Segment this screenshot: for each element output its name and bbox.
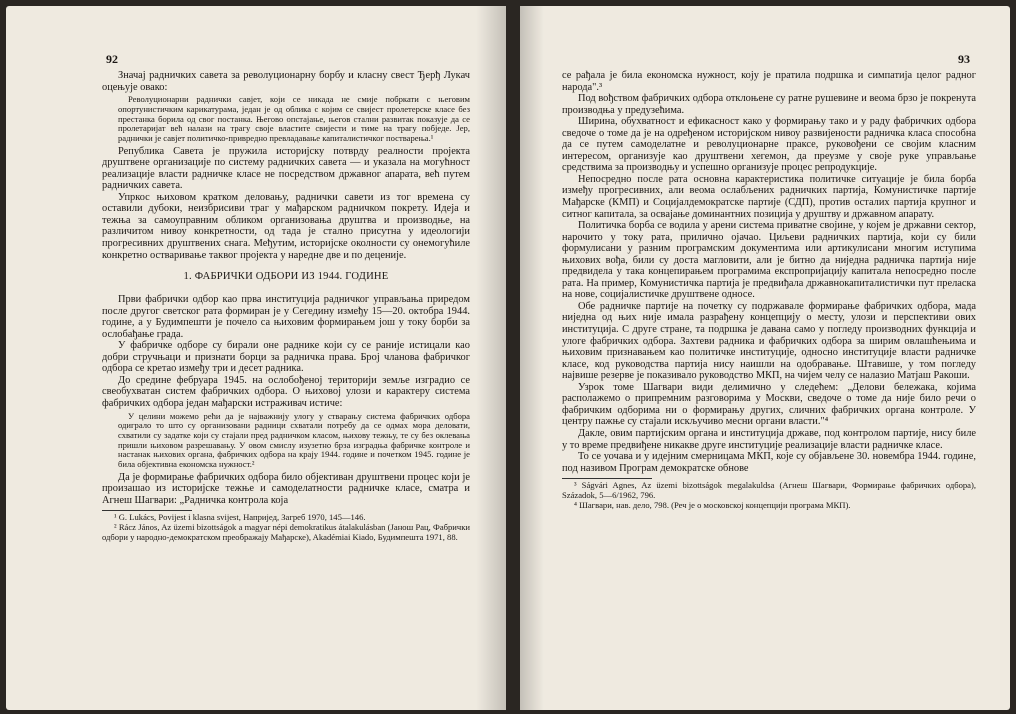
- page-number: 93: [958, 52, 970, 66]
- paragraph: Обе радничке партије на почетку су подржавале формирање фабричких одбора, мада ниједна од њих није имала разрађену концепцију о месту, улози и перспективи ових институција. С друге стране, та подршка је давана само у погледу производних функција и улоге фабричких одбора. Захтеви радника и фабричких одбора за ширим овлашћењима и њиховим признавањем као политичке институције, односно институције власти радничке класе, код руководства партија нису наишли на одобравање. Штавише, у том погледу највише резерве је показивало руководство МКП, на чијем челу се налазио Матјаш Ракоши.: [562, 300, 976, 382]
- paragraph: Први фабрички одбор као прва институција радничког управљања приредом после другог светског рата формиран је у Сегедину између 15—20. октобра 1944. године, а у Будимпешти је почело са њиховим формирањем још у току борби за ослобађање града.: [102, 294, 470, 340]
- block-quote: У целини можемо рећи да је најважнију улогу у стварању система фабричких одбора одиграло то што су организовани радници схватали потребу да се одмах мора деловати, схватили су задатке који су стајали пред радничком класом, њихову тежњу, те су без оклевања пришли њиховом разрешавању. У овом смислу изузетно брза изградња фабричке контроле и настанак њихових органа, фабричких одбора на крају 1944. године и почетком 1945. године је била објективна економска нужност.²: [118, 410, 470, 470]
- paragraph: Под вођством фабричких одбора отклоњене су ратне рушевине и веома брзо је покренута производња у предузећима.: [562, 93, 976, 116]
- paragraph: Узрок томе Шагвари види делимично у следећем: „Делови бележака, којима располажемо о припремним разговорима у Москви, сведоче о томе да није било речи о фабричким одборима ни о формирању других, сличних фабричких органа контроле. У центру пажње су стајали искључиво месни органи власти."⁴: [562, 381, 976, 428]
- paragraph: се рађала је била економска нужност, коју је пратила подршка и симпатија целог радног народа".³: [562, 70, 976, 93]
- footnote: ² Rácz János, Az üzemi bizottságok a magyar népi demokratikus átalakulásban (Јанош Рац, Фабрички одбори у народно-демократском преображају Мађарске), Akadémiai Kiado, Будимпешта 1971, 88.: [102, 522, 470, 543]
- gutter-shadow: [476, 6, 506, 710]
- paragraph: Непосредно после рата основна карактеристика политичке ситуације је била борба између прогресивних, али веома ослабљених радничких партија, Комунистичке партије Мађарске (КМП) и Социјалдемократске партије (СДП), против осталих партија крупног и ситног капитала, за освајање доминантних позиција у друштву и државном апарату.: [562, 173, 976, 220]
- left-page-content: [102, 70, 470, 543]
- right-page: [520, 6, 1010, 710]
- block-quote: Револуционарни раднички савјет, који се никада не смије побркати с његовим опортунистичким карикатурама, један је од облика с којим се свијест пролетерске класе без престанка борила од свог постанка. Његово опстајање, његов стални развитак показује да се пролетаријат већ налази на трагу своје властите свијести и тиме на трагу побједе. Јер, раднички је савјет политичко-привредно превладавање капиталистичког постварења.¹: [118, 94, 470, 143]
- paragraph: До средине фебруара 1945. на ослобођеној територији земље изградио се свеобухватан систем фабричких одбора. О њиховој улози и карактеру система фабричких одбора један мађарски истраживач истиче:: [102, 374, 470, 409]
- paragraph: Политичка борба се водила у арени система приватне својине, у којем је државни сектор, нарочито у току рата, прилично ојачао. Циљеви радничких партија, који су били формулисани у разним програмским документима или артикулисани многим иступима њихових вођа, били су доста магловити, али је битно да ниједна радничка партија није предвидела у така концепирањем програмима експропријацију капитала непосредно после рата. На пример, Комунистичка партија је предвиђала државнокапиталистички пут преласка на нове, социјалистичке друштвене односе.: [562, 220, 976, 301]
- gutter-shadow: [520, 6, 544, 710]
- paragraph: Дакле, овим партијским органа и институција државе, под контролом партије, нису биле у то време предвиђене никакве друге институције реализације власти радничке класе.: [562, 427, 976, 451]
- footnote: ¹ G. Lukács, Povijest i klasna svijest, Напријед, Загреб 1970, 145—146.: [114, 512, 366, 523]
- footnote-rule: [102, 510, 192, 511]
- footnote-rule: [562, 478, 652, 479]
- section-heading: 1. ФАБРИЧКИ ОДБОРИ ИЗ 1944. ГОДИНЕ: [183, 271, 389, 283]
- paragraph: Упркос њиховом кратком деловању, раднички савети из тог времена су оставили дубоки, неизбрисиви траг у мађарском радничком покрету. Идеја и тежња за самоуправним обликом организовања друштва и производње, на различитом нивоу конкретности, од тада је стално присутна у идеологији прогресивних друштвених снага. Међутим, историјске околности су онемогућиле конкретно остваривање таквог пројекта у наредне две и по деценије.: [102, 191, 470, 261]
- footnote: ⁴ Шагвари, нав. дело, 798. (Реч је о московској концепцији програма МКП).: [574, 499, 851, 510]
- paragraph: У фабричке одборе су бирали оне раднике који су се раније истицали као добри стручњаци и признати борци за радничка права. Број чланова фабричког одбора се кретао између три и десет радника.: [102, 340, 470, 375]
- paragraph: Република Савета је пружила историјску потврду реалности пројекта друштвене организације по систему радничких савета — и указала на могућност реализације власти радничке класе не посредством државног апарата, већ путем радничких савета.: [102, 145, 470, 192]
- left-page: [6, 6, 506, 710]
- paragraph: Ширина, обухватност и ефикасност како у формирању тако и у раду фабричких одбора сведоче о томе да је на одређеном историјском нивоу развијености радничка класа способна да се путем самоделатне и револуционарне праксе, руковођени се својим класним интересом, организује као друштвени хегемон, да преузме у своје руке управљање средствима за производњу и успешно организује процес репродукције.: [562, 116, 976, 174]
- paragraph: Да је формирање фабричких одбора било објективан друштвени процес који је произашао из историјске тежње и самоделатности радничке класе, сматра и Агнеш Шагвари: „Радничка контрола која: [102, 471, 470, 506]
- right-page-content: [562, 70, 976, 511]
- paragraph: То се уочава и у идејним смерницама МКП, које су објављене 30. новембра 1944. године, под називом Програм демократске обнове: [562, 451, 976, 474]
- page-number: 92: [106, 52, 118, 66]
- footnote: ³ Ságvári Agnes, Az üzemi bizottságok megalakuldsa (Агнеш Шагвари, Формирање фабричких одбора), Századok, 5—6/1962, 796.: [562, 480, 976, 501]
- paragraph: Значај радничких савета за револуционарну борбу и класну свест Ђерђ Лукач оцењује овако:: [102, 70, 470, 93]
